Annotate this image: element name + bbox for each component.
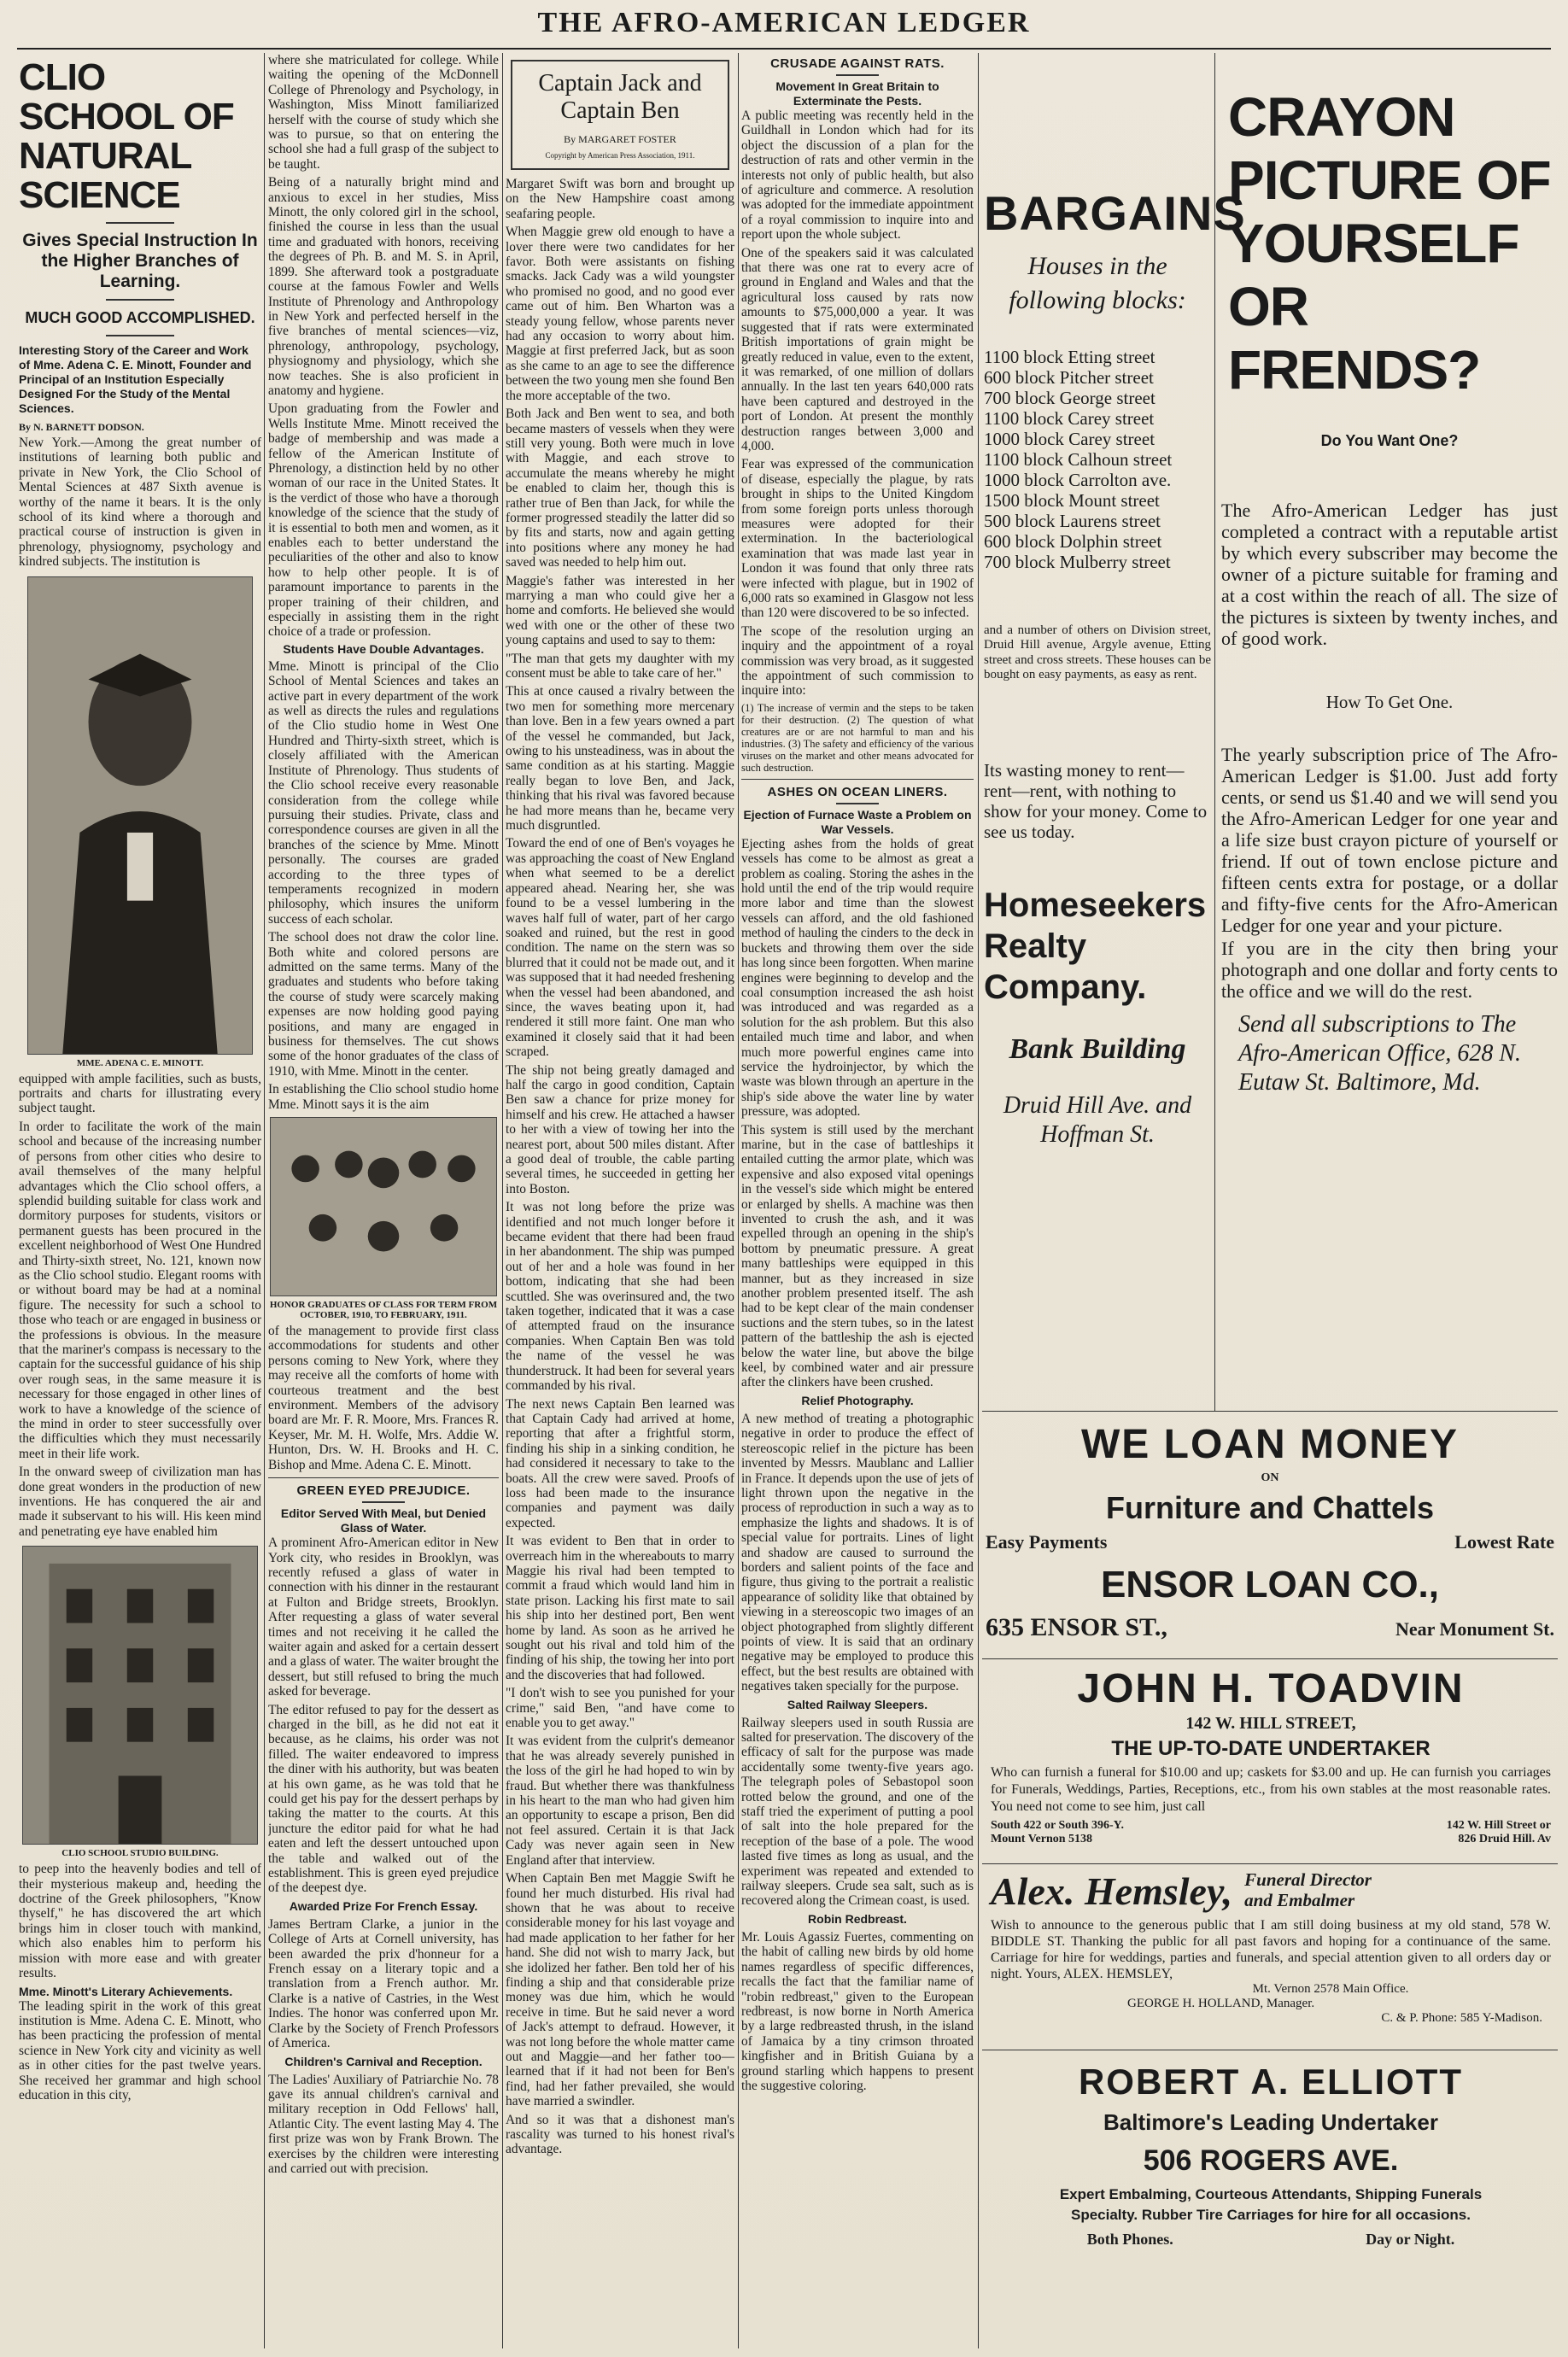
divider (268, 1477, 499, 1478)
divider (106, 299, 174, 301)
article-paragraph: The next news Captain Ben learned was that Captain Cady had arrived at home, reporting that after a frightful storm, finding his ship in a sinking condition, he had considered it necessary to take to the boats. All the crew were saved. Proofs of loss had been made to the insurance companies and payment was daily expected. (506, 1396, 734, 1530)
crayon-how: How To Get One. (1325, 692, 1454, 712)
bargains-note: and a number of others on Division street, Druid Hill avenue, Argyle avenue, Etting street and cross streets. These houses can be bought on easy payments, as easy as rent. (984, 623, 1211, 682)
column-1 (19, 53, 261, 2348)
article-paragraph: Ejecting ashes from the holds of great vessels has come to be almost as great a problem as coaling. Storing the ashes in the hold until the end of the trip would require more labor and time than the slowest vessels can afford, and the old fashioned method of hauling the cinders to the deck in buckets and throwing them over the side has long since been forgotten. When marine engines were beginning to develop and the coal consumption increased the ash hoist was introduced and was regarded as a solution for the ash problem. But this also entailed much time and labor, and when much more powerful engines came into service the hydroinjector, by which the waste was blown through an aperture in the ship's side above the water line by water pressure, was adopted. (741, 836, 974, 1120)
elliott-line: Specialty. Rubber Tire Carriages for hire for all occasions. (1071, 2207, 1471, 2223)
article-paragraph: In establishing the Clio school studio home Mme. Minott says it is the aim (268, 1082, 499, 1112)
elliott-tag: Baltimore's Leading Undertaker (1103, 2109, 1438, 2135)
realty-company: Homeseekers Realty Company. (984, 886, 1207, 1006)
article-paragraph: New York.—Among the great number of institutions of learning both public and private in New York, the Clio School of Mental Sciences at 487 Sixth avenue is worthy of the name it bears. It is the only school of its kind where a thorough and practical course of instruction is given in phrenology, physiognomy, psychology and kindred subjects. The institution is (19, 436, 261, 570)
ad-hemsley (991, 1869, 1551, 2026)
article-paragraph: This system is still used by the merchant marine, but in the case of battleships it entailed cutting the armor plate, which was expensive and also exposed vital openings in the vessel's side which might be entered or enlarged by shells. A machine was then invented to crush the ash, and it was expelled through an opening in the ship's bottom by pneumatic pressure. A great many battleships were equipped in this manner, but as they increased in size another problem presented itself. The ash had to be kept clear of the main condenser suctions and the stern tubes, so in the latest pattern of the battleship the ash is ejected below the water line, but above the bilge keel, by combined water and air pressure after the clinkers have been crushed. (741, 1122, 974, 1390)
toadvin-phone-left (991, 1819, 1124, 1846)
ad-divider (982, 1658, 1558, 1659)
article-paragraph: The scope of the resolution urging an inquiry and the appointment of a royal commission was very broad, as it suggested the appointment of such commission to inquire into: (741, 623, 974, 699)
crayon-title: CRAYON PICTURE OF YOURSELF OR FRENDS? (1228, 86, 1551, 401)
elliott-phones: Both Phones. (1086, 2231, 1173, 2248)
block-item: 1100 block Etting street (984, 347, 1156, 367)
bank-building: Bank Building (1009, 1032, 1186, 1065)
article-paragraph: Upon graduating from the Fowler and Wells Institute Mme. Minott received the badge of membership and was made a fellow of the American Institute of Phrenology, a distinction held by no other woman of our race in the United States. It is the verdict of those who have a thorough knowledge of the science that the study of it is essential to both men and women, as it enables each to better understand the peculiarities of the other and also to know how to help other people. It is of paramount importance to parents in the proper training of their children, and especially in assisting them in the right choice of a trade or profession. (268, 401, 499, 640)
article-paragraph: One of the speakers said it was calculated that there was one rat to every acre of ground in England and Wales and that the agricultural loss caused by rats now amounts to $75,000,000 a year. It was suggested that if rats were exterminated British importations of grain might be greatly reduced in value, even to the extent, it was remarked, of one million of dollars annually. In the last ten years 640,000 rats have been captured and destroyed in the port of London. At present the monthly destruction ranges between 3,000 and 4,000. (741, 245, 974, 453)
graduates-caption: HONOR GRADUATES OF CLASS FOR TERM FROM OCTOBER, 1910, TO FEBRUARY, 1911. (269, 1300, 498, 1321)
hemsley-role: Funeral Director and Embalmer (1244, 1869, 1372, 1910)
article-paragraph: Fear was expressed of the communication of disease, especially the plague, by rats brought in ships to the United Kingdom from some foreign ports unless thorough measures were adopted for their extermination. In the bacteriological examination that was made last year in London it was found that only three rats were infected with plague, but in 1902 of 6,000 rats so examined in Glasgow not less than 120 were discovered to be so infected. (741, 457, 974, 621)
deck-ashes: Ejection of Furnace Waste a Problem on War Vessels. (743, 807, 972, 836)
byline: By N. BARNETT DODSON. (19, 421, 144, 433)
article-paragraph: When Captain Ben met Maggie Swift he found her much disturbed. His rival had shown that he was about to receive considerable money for his last voyage and had made application to her father for her hand. She did not wish to marry Jack, but she idolized her father. Ben told her of his finding a ship and that considerable prize money was due him, which he would receive in time. But he said never a word of Jack's attempt to defraud. However, it was not long before the whole matter came out and Maggie—and her father too—learned that if it had not been for Ben's find, had her father prevailed, she would have married a swindler. (506, 1871, 734, 2109)
toadvin-phone: 142 W. Hill Street or (1446, 1819, 1551, 1832)
headline-rats: CRUSADE AGAINST RATS. (770, 56, 945, 71)
column-divider (502, 53, 503, 2348)
subhead: Awarded Prize For French Essay. (289, 1898, 478, 1913)
article-paragraph: Maggie's father was interested in her marrying a man who could give her a home and comforts. He believed she would wed with one or the other of these two young captains and used to say to them: (506, 573, 734, 648)
loan-on: ON (1261, 1471, 1279, 1484)
block-item: 700 block George street (984, 388, 1156, 408)
graduates-photo (270, 1117, 497, 1296)
article-paragraph: It was evident to Ben that in order to overreach him in the whereabouts to marry Maggie his rival had been tempted to commit a fraud which would land him in state prison. Lacking his first mate to sail his ship into her destined port, Ben went home by land. As soon as he arrived he sought out his rival and told him of the finding of his ship, the towing her into port and the discoveries that had followed. (506, 1534, 734, 1682)
subhead: Students Have Double Advantages. (283, 641, 484, 656)
article-paragraph: equipped with ample facilities, such as busts, portraits and charts for illustrating every subject taught. (19, 1071, 261, 1116)
article-paragraph: (1) The increase of vermin and the steps to be taken for their destruction. (2) The question of what creatures are or are not harmful to man and his industries. (3) The safety and efficiency of the various viruses on the market and other means advocated for such destruction. (741, 701, 974, 774)
column-divider (978, 53, 979, 2348)
article-paragraph: of the management to provide first class accommodations for students and other persons coming to New York, where they may receive all the comforts of home with courteous treatment and the best environment. Members of the advisory board are Mr. F. R. Moore, Mrs. Frances R. Keyser, Mr. M. H. Wolfe, Mrs. Addie W. Hunton, Drs. W. H. Brooks and H. C. Bishop and Mme. Adena C. E. Minott. (268, 1324, 499, 1472)
toadvin-phone-right (1447, 1819, 1551, 1846)
block-item: 1100 block Calhoun street (984, 449, 1173, 470)
headline-prejudice: GREEN EYED PREJUDICE. (296, 1483, 471, 1499)
article-paragraph: The Ladies' Auxiliary of Patriarchie No. 78 gave its annual children's carnival and military reception in Odd Fellows' hall, Atlantic City. The event lasting May 4. The first prize was won by Frank Brown. The exercises by the children were interesting and carried out with precision. (268, 2072, 499, 2176)
article-paragraph: It was evident from the culprit's demeanor that he was already severely punished in the loss of the girl he had hoped to win by fraud. But whether there was thankfulness in his heart to the man who had given him an opportunity to escape a prison, Ben did not feel assured. Certain it is that Jack Cady was never again seen in New England after that interview. (506, 1734, 734, 1868)
article-paragraph: Mr. Louis Agassiz Fuertes, commenting on the habit of calling new birds by old home names regardless of specific differences, recalls the fact that the familiar name of "robin redbreast," given to the European redbreast, is now borne in North America by a large redbreasted thrush, in the island of Jamaica by a tiny crimson throated kingfisher and in British Guiana by a ground starling which happens to present the suggestive coloring. (741, 1929, 974, 2093)
article-paragraph: "The man that gets my daughter with my consent must be able to take care of her." (506, 651, 734, 681)
subhead: Mme. Minott's Literary Achievements. (19, 1984, 233, 1998)
article-paragraph: This at once caused a rivalry between the two men for something more mercenary than love. Ben in a few years owned a part of the vessel he commanded, but Jack, owing to his unsteadiness, was in about the same condition as at his starting. Maggie really began to love Ben, and Jack, thinking that his rival was favored because he had more means than he, became very much disgruntled. (506, 684, 734, 833)
divider (106, 222, 174, 224)
realty-address: Druid Hill Ave. and Hoffman St. (1003, 1091, 1192, 1148)
portrait-photo (27, 576, 253, 1055)
crayon-send: Send all subscriptions to The Afro-American Office, 628 N. Eutaw St. Baltimore, Md. (1238, 1011, 1522, 1096)
block-item: 1500 block Mount street (984, 490, 1160, 511)
hemsley-phone: Mt. Vernon 2578 Main Office. (1252, 1982, 1409, 1996)
subhead: Relief Photography. (801, 1393, 914, 1407)
deck-clio: Interesting Story of the Career and Work of Mme. Adena C. E. Minott, Founder and Principal of an Institution Especially Designed For the Study of the Mental Sciences. (19, 343, 252, 415)
divider (836, 803, 879, 804)
article-paragraph: "I don't wish to see you punished for your crime," said Ben, "and have come to enable you to get away." (506, 1686, 734, 1731)
ad-divider (982, 1411, 1558, 1412)
article-paragraph: Mme. Minott is principal of the Clio School of Mental Sciences and takes an active part in every department of the work as well as directs the rules and regulations of the Clio studio home in West One Hundred and Thirty-sixth street, which is closely affiliated with the American Institute of Phrenology. Thus students of the Clio school receive every reasonable consideration from the college while pursuing their studies. Private, class and correspondence courses are given in all the branches of the science by Mme. Minott personally. The courses are graded according to the three types of temperaments recognized in modern philosophy, which insures the uniform success of each scholar. (268, 658, 499, 927)
loan-company: ENSOR LOAN CO., (1100, 1564, 1440, 1605)
divider (362, 1501, 405, 1503)
subhead-clio-2: MUCH GOOD ACCOMPLISHED. (25, 309, 255, 326)
toadvin-name: JOHN H. TOADVIN (1077, 1666, 1465, 1711)
ad-crayon (1221, 85, 1558, 1097)
article-paragraph: In the onward sweep of civilization man has done great wonders in the production of new inventions. He has conquered the air and made it subservant to his will. His keen mind and penetrating eye have enabled him (19, 1465, 261, 1539)
loan-title: WE LOAN MONEY (1081, 1422, 1459, 1467)
column-3 (506, 53, 734, 2348)
article-paragraph: The ship not being greatly damaged and half the cargo in good condition, Captain Ben saw a chance for prize money for himself and his crew. He attached a hawser to her with a view of towing her into the nearest port, about 500 miles distant. After a good deal of trouble, the cable parting several times, he succeeded in getting her into Boston. (506, 1062, 734, 1196)
article-paragraph: A public meeting was recently held in the Guildhall in London which had for its object the discussion of a plan for the destruction of rats and other vermin in the interests not only of public health, but also of agriculture and commerce. A resolution was adopted for the immediate appointment of a royal commission to inquire into and report upon the whole subject. (741, 108, 974, 243)
hemsley-name: Alex. Hemsley, (991, 1869, 1233, 1913)
article-paragraph: Being of a naturally bright mind and anxious to excel in her studies, Miss Minott, the only colored girl in the school, finished the course in less than the usual time and graduated with honors, receiving the degrees of Ph. B. and M. S. in April, 1899. She afterward took a postgraduate course at the famous Fowler and Wells Institute of Phrenology and Anthropology in New York and perfected herself in the five branches of mental sciences—viz, phrenology, anthropology, psychology, physiognomy and physiology, which she now teaches. She is also proficient in anatomy and hygiene. (268, 175, 499, 398)
block-item: 600 block Dolphin street (984, 531, 1162, 552)
column-2 (268, 53, 499, 2348)
elliott-address: 506 ROGERS AVE. (1143, 2144, 1399, 2177)
hemsley-header (991, 1869, 1551, 1914)
crayon-offer: The Afro-American Ledger has just completed a contract with a reputable artist by which every subscriber may become the owner of a picture suitable for framing and at a cost within the reach of all. The size of the pictures is sixteen by twenty inches, and of good work. (1221, 500, 1558, 649)
block-item: 500 block Laurens street (984, 511, 1161, 531)
toadvin-phone: South 422 or South 396-Y. (991, 1819, 1124, 1832)
loan-street: 635 ENSOR ST., (986, 1613, 1167, 1641)
article-paragraph: The editor refused to pay for the dessert as charged in the bill, as he did not eat it because, as he claims, his order was not filled. The waiter endeavored to impress the diner with his authority, but was beaten at his own game, as he was told that he could get his pay for the dessert perhaps by taking the matter to the courts. At this juncture the editor paid for what he had eaten and left the dessert untouched upon the table and walked out of the establishment. This is green eyed prejudice of the deepest dye. (268, 1702, 499, 1896)
toadvin-street: 142 W. HILL STREET, (1185, 1714, 1356, 1733)
column-4 (741, 53, 974, 2348)
column-divider (1214, 53, 1215, 1411)
story-author: By MARGARET FOSTER (564, 133, 676, 145)
bargains-sub: Houses in the following blocks: (1009, 252, 1186, 314)
headline-ashes: ASHES ON OCEAN LINERS. (767, 784, 948, 799)
ad-toadvin (991, 1665, 1551, 1846)
masthead-rule (17, 48, 1551, 50)
article-paragraph: Toward the end of one of Ben's voyages he was approaching the coast of New England when what seemed to be a derelict appeared ahead. Nearing her, she was found to be a vessel lumbering in the waves half full of water, part of her cargo soaked and ruined, but the rest in good condition. The name on the stern was so blurred that it could not be made out, and it was supposed that it had needed freshening when the vessel had been abandoned, and since, the waves beating upon it, had rendered it still more faint. One man who examined it closely said that it had been scraped. (506, 836, 734, 1060)
bargains-pitch: Its wasting money to rent—rent—rent, with nothing to show for your money. Come to see us today. (984, 759, 1208, 842)
block-list (984, 347, 1211, 572)
subhead: Children's Carnival and Reception. (284, 2054, 483, 2068)
story-title-box (511, 60, 729, 170)
toadvin-phone: Mount Vernon 5138 (991, 1833, 1093, 1845)
article-paragraph: When Maggie grew old enough to have a lover there were two candidates for her favor. Both were assistants on fishing smacks. Jack Cady was a wild youngster who promised no good, and no good ever came out of him. Ben Wharton was a steady young fellow, whose parents never had any occasion to worry about him. Maggie at first preferred Jack, but as soon as she came to an age to see the difference between the two young men she found Ben the more acceptable of the two. (506, 225, 734, 403)
deck-prejudice: Editor Served With Meal, but Denied Glass of Water. (280, 1506, 487, 1535)
article-paragraph: James Bertram Clarke, a junior in the College of Arts at Cornell university, has been awarded the prix d'honneur for a French essay on a literary topic and a translation from a French author. Mr. Clarke is a native of Castries, in the West Indies. The honor was conferred upon Mr. Clarke by the Society of French Professors of America. (268, 1916, 499, 2051)
headline-clio: CLIO SCHOOL OF NATURAL SCIENCE (19, 56, 234, 216)
toadvin-tag: THE UP-TO-DATE UNDERTAKER (1111, 1737, 1431, 1760)
crayon-question: Do You Want One? (1320, 432, 1459, 449)
subhead-clio: Gives Special Instruction In the Higher Branches of Learning. (22, 231, 258, 291)
elliott-name: ROBERT A. ELLIOTT (1078, 2062, 1464, 2102)
bargains-title: BARGAINS (984, 186, 1246, 240)
story-title: Captain Jack and Captain Ben (538, 70, 702, 124)
story-copyright: Copyright by American Press Association, 1911. (545, 151, 695, 160)
loan-easy: Easy Payments (986, 1531, 1108, 1553)
ad-loan (986, 1421, 1554, 1642)
article-paragraph: where she matriculated for college. While waiting the opening of the McDonnell College of Phrenology and Psychology, in Washington, Miss Minott familiarized herself with the course of study which she was to pursue, so that on entering the school she had a full grasp of the subject to be taught. (268, 53, 499, 172)
loan-near: Near Monument St. (1395, 1618, 1554, 1640)
building-illustration (23, 1547, 257, 1844)
article-paragraph: Both Jack and Ben went to sea, and both became masters of vessels when they were still very young. Both were much in love with Maggie, and each strove to accumulate the means whereby he might be enabled to claim her, though this is rather true of Ben than Jack, for while the former progressed steadily the latter did so by fits and starts, now and again getting into positions where any money he had saved was needed to help him out. (506, 406, 734, 570)
subhead: Salted Railway Sleepers. (787, 1697, 928, 1711)
article-paragraph: A new method of treating a photographic negative in order to produce the effect of stereoscopic relief in the picture has been invented by Messrs. Maublanc and Lallier in France. It depends upon the use of jets of light thrown upon the negative in the process of reproduction in such a way as to emphasize the lights and shadows. It is of special value for portraits. Lines of light and shadow are caused to surround the borders and salient points of the face and figure, thus giving to the portrait a realistic appearance of solidity like that obtained by viewing in a stereoscopic two images of an object photographed from slightly different points of view. It is said that an ordinary negative may be employed to produce this effect, but the best results are obtained with negatives taken specially for the purpose. (741, 1411, 974, 1694)
article-paragraph: A prominent Afro-American editor in New York city, who resides in Brooklyn, was recently refused a glass of water in connection with his dinner in the restaurant at Fulton and Bridge streets, Brooklyn. After requesting a glass of water several times and not receiving it he called the waiter again and asked for a certain dessert and a glass of water. The waiter brought the dessert, but still refused to bring the much asked for beverage. (268, 1535, 499, 1699)
building-photo (22, 1546, 258, 1845)
article-paragraph: In order to facilitate the work of the main school and because of the increasing number of persons from other cities who desire to avail themselves of the many helpful advantages which the Clio school offers, a splendid building suitable for class work and dormitory purposes for students, visitors or permanent guests has been procured in the excellent neighborhood of West One Hundred and Thirty-sixth street, No. 121, known now as the Clio school studio. Elegant rooms with or without board may be had at a nominal figure. The necessity for such a school to those who teach or are engaged in business or the professions is obvious. In the measure that the mariner's compass is necessary to the captain for the successful guidance of his ship over rough seas, in the same measure it is necessary for those engaged in other lines of work to have a knowledge of the science of the mind in order to steer successfully over the difficulties which they must necessarily meet in their life work. (19, 1119, 261, 1461)
ad-bargains (984, 186, 1246, 1149)
block-item: 700 block Mulberry street (984, 552, 1171, 572)
crayon-city: If you are in the city then bring your photograph and one dollar and forty cents to the office and we will do the rest. (1221, 938, 1558, 1002)
portrait-caption: MME. ADENA C. E. MINOTT. (76, 1057, 204, 1068)
block-item: 1100 block Carey street (984, 408, 1155, 429)
hemsley-manager: GEORGE H. HOLLAND, Manager. (1127, 1997, 1315, 2010)
masthead: THE AFRO-AMERICAN LEDGER (537, 7, 1031, 38)
ad-elliott (991, 2062, 1551, 2249)
article-paragraph: Railway sleepers used in south Russia are salted for preservation. The discovery of the efficacy of salt for the purpose was made accidentally some twenty-five years ago. The telegraph poles of Sebastopol soon rotted below the ground, and one of the staff tried the experiment of putting a pool of salt into the hole prepared for the reception of the base of a pole. The wood lasted five times as long as usual, and the experiment was repeated and extended to railway sleepers. Crude sea salt, such as is recovered along the Crimean coast, is used. (741, 1715, 974, 1909)
elliott-line: Expert Embalming, Courteous Attendants, Shipping Funerals (1059, 2186, 1483, 2202)
ad-divider (982, 1863, 1558, 1864)
toadvin-phones (991, 1819, 1551, 1846)
block-item: 600 block Pitcher street (984, 367, 1154, 388)
article-paragraph: The school does not draw the color line. Both white and colored persons are admitted on the same terms. Many of the graduates and students who before taking the course of study were scarcely making expenses are now holding good paying positions, and many are engaged in business for themselves. The cut shows some of the honor graduates of the class of 1910, with Mme. Minott in the center. (268, 930, 499, 1079)
elliott-footer (991, 2231, 1551, 2249)
divider (836, 74, 879, 76)
loan-address (986, 1613, 1554, 1642)
article-paragraph: It was not long before the prize was identified and not much longer before it became evident that there had been fraud in her abandonment. The ship was pumped out of her and a hole was found in her bottom, indicating that she had been scuttled. She was overinsured and, the two taken together, indicated that it was a case of attempted fraud on the insurance companies. When Captain Ben was told the name of the vessel he was thunderstruck. It had been for several years commanded by his rival. (506, 1200, 734, 1394)
elliott-hours: Day or Night. (1366, 2231, 1455, 2248)
building-caption: CLIO SCHOOL STUDIO BUILDING. (61, 1848, 219, 1859)
column-divider (264, 53, 265, 2348)
graduates-illustration (271, 1118, 496, 1295)
loan-rate: Lowest Rate (1454, 1531, 1554, 1553)
article-paragraph: Margaret Swift was born and brought up on the New Hampshire coast among seafaring people. (506, 177, 734, 221)
subhead: Robin Redbreast. (808, 1911, 907, 1926)
toadvin-phone: 826 Druid Hill. Av (1458, 1833, 1551, 1845)
article-paragraph: And so it was that a dishonest man's rascality was turned to his honest rival's advantage. (506, 2112, 734, 2157)
block-item: 1000 block Carrolton ave. (984, 470, 1172, 490)
article-paragraph: The leading spirit in the work of this great institution is Mme. Adena C. E. Minott, who has been practicing the profession of mental science in New York city and vicinity as well as in other cities for the past twelve years. She received her grammar and high school education in this city, (19, 1998, 261, 2103)
hemsley-phone-2: C. & P. Phone: 585 Y-Madison. (1381, 2011, 1542, 2025)
toadvin-text: Who can furnish a funeral for $10.00 and up; caskets for $3.00 and up. He can furnish you carriages for Funerals, Weddings, Parties, Receptions, etc., from his own stables at the most reasonable rates. You need not come to see him, just call (991, 1765, 1551, 1814)
loan-terms (986, 1531, 1554, 1553)
block-item: 1000 block Carey street (984, 429, 1156, 449)
article-paragraph: to peep into the heavenly bodies and tell of their mysterious makeup and, heeding the doctrine of the Greek philosophers, "Know thyself," he has discovered the art which brings him in closer touch with mankind, which also enables him to perform his mission with more ease and with greater results. (19, 1862, 261, 1981)
portrait-illustration (28, 577, 252, 1054)
divider (741, 779, 974, 780)
divider (106, 335, 174, 336)
column-divider (738, 53, 739, 2348)
crayon-price: The yearly subscription price of The Afro-American Ledger is $1.00. Just add forty cents, or send us $1.40 and we will send you the Afro-American Ledger for one year and a life size bust crayon picture of yourself or friend. If out of town enclose picture and fifteen cents extra for postage, or a dollar and fifty-five cents for the Afro-American Ledger for one year and your picture. (1221, 744, 1558, 936)
deck-rats: Movement In Great Britain to Exterminate the Pests. (775, 79, 939, 108)
loan-sub: Furniture and Chattels (1105, 1490, 1435, 1525)
hemsley-text: Wish to announce to the generous public that I am still doing business at my old stand, 578 W. BIDDLE ST. Thanking the public for all past favors and hoping for a continuance of the same. Carriage for hire for weddings, parties and funerals, and special attention given to all orders day or night. Yours, ALEX. HEMSLEY, (991, 1918, 1551, 1981)
